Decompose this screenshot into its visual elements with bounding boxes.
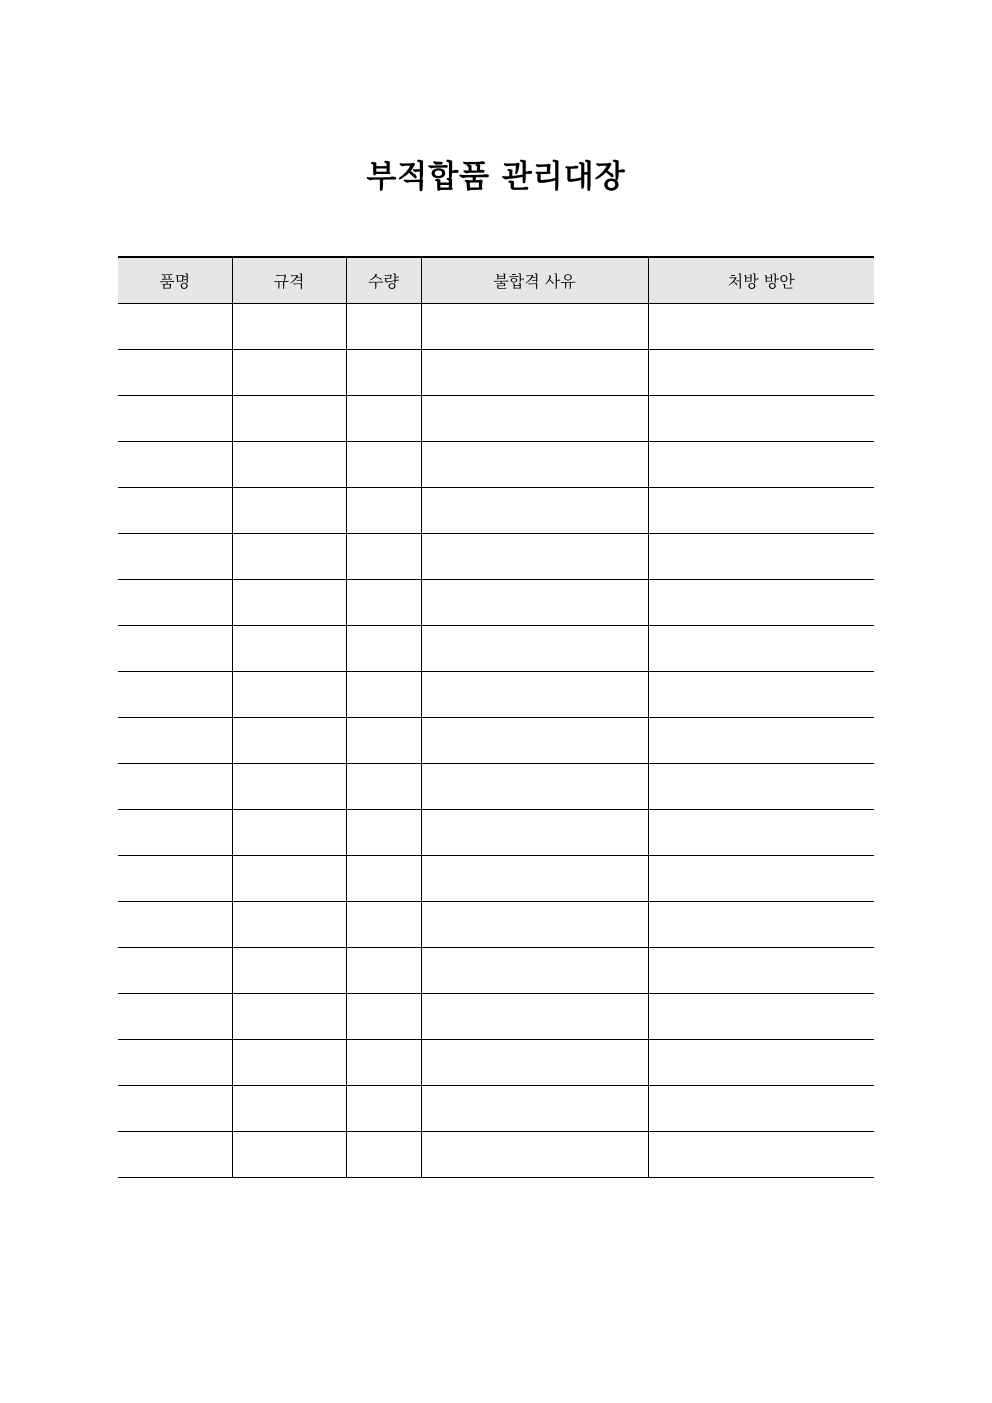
cell-quantity[interactable]: [346, 717, 421, 763]
table-row: [118, 993, 874, 1039]
cell-item-name[interactable]: [118, 1085, 232, 1131]
cell-specification[interactable]: [232, 349, 346, 395]
cell-quantity[interactable]: [346, 487, 421, 533]
cell-item-name[interactable]: [118, 533, 232, 579]
cell-rejection-reason[interactable]: [421, 441, 648, 487]
table-body: [118, 303, 874, 1177]
cell-rejection-reason[interactable]: [421, 533, 648, 579]
table-row: [118, 303, 874, 349]
cell-quantity[interactable]: [346, 579, 421, 625]
cell-specification[interactable]: [232, 395, 346, 441]
cell-specification[interactable]: [232, 947, 346, 993]
table-row: [118, 441, 874, 487]
cell-specification[interactable]: [232, 303, 346, 349]
nonconforming-ledger-table: [118, 256, 874, 1178]
cell-quantity[interactable]: [346, 1085, 421, 1131]
cell-specification[interactable]: [232, 579, 346, 625]
cell-specification[interactable]: [232, 625, 346, 671]
cell-item-name[interactable]: [118, 993, 232, 1039]
cell-rejection-reason[interactable]: [421, 717, 648, 763]
cell-rejection-reason[interactable]: [421, 993, 648, 1039]
cell-specification[interactable]: [232, 717, 346, 763]
cell-item-name[interactable]: [118, 671, 232, 717]
table-row: [118, 533, 874, 579]
cell-item-name[interactable]: [118, 717, 232, 763]
cell-corrective-action[interactable]: [648, 1085, 874, 1131]
cell-item-name[interactable]: [118, 487, 232, 533]
cell-item-name[interactable]: [118, 1039, 232, 1085]
cell-corrective-action[interactable]: [648, 809, 874, 855]
table-row: [118, 395, 874, 441]
cell-corrective-action[interactable]: [648, 349, 874, 395]
cell-corrective-action[interactable]: [648, 487, 874, 533]
cell-item-name[interactable]: [118, 579, 232, 625]
cell-quantity[interactable]: [346, 993, 421, 1039]
cell-quantity[interactable]: [346, 533, 421, 579]
header-corrective-action: 처방 방안: [648, 257, 874, 303]
cell-specification[interactable]: [232, 1131, 346, 1177]
table-row: [118, 579, 874, 625]
cell-specification[interactable]: [232, 901, 346, 947]
cell-corrective-action[interactable]: [648, 625, 874, 671]
cell-rejection-reason[interactable]: [421, 901, 648, 947]
cell-item-name[interactable]: [118, 763, 232, 809]
table-header-row: [118, 257, 874, 303]
cell-rejection-reason[interactable]: [421, 349, 648, 395]
cell-rejection-reason[interactable]: [421, 395, 648, 441]
cell-rejection-reason[interactable]: [421, 763, 648, 809]
cell-quantity[interactable]: [346, 1131, 421, 1177]
cell-item-name[interactable]: [118, 855, 232, 901]
cell-rejection-reason[interactable]: [421, 1131, 648, 1177]
cell-quantity[interactable]: [346, 1039, 421, 1085]
cell-quantity[interactable]: [346, 303, 421, 349]
cell-item-name[interactable]: [118, 901, 232, 947]
cell-rejection-reason[interactable]: [421, 671, 648, 717]
cell-item-name[interactable]: [118, 441, 232, 487]
cell-corrective-action[interactable]: [648, 395, 874, 441]
cell-specification[interactable]: [232, 671, 346, 717]
cell-quantity[interactable]: [346, 947, 421, 993]
cell-specification[interactable]: [232, 1085, 346, 1131]
cell-item-name[interactable]: [118, 809, 232, 855]
cell-specification[interactable]: [232, 487, 346, 533]
cell-rejection-reason[interactable]: [421, 809, 648, 855]
cell-item-name[interactable]: [118, 349, 232, 395]
header-quantity: 수량: [346, 257, 421, 303]
cell-rejection-reason[interactable]: [421, 1085, 648, 1131]
cell-quantity[interactable]: [346, 763, 421, 809]
cell-item-name[interactable]: [118, 303, 232, 349]
cell-corrective-action[interactable]: [648, 901, 874, 947]
header-item-name: 품명: [118, 257, 232, 303]
cell-specification[interactable]: [232, 441, 346, 487]
cell-item-name[interactable]: [118, 1131, 232, 1177]
cell-quantity[interactable]: [346, 671, 421, 717]
cell-corrective-action[interactable]: [648, 1131, 874, 1177]
table-row: [118, 349, 874, 395]
cell-corrective-action[interactable]: [648, 441, 874, 487]
cell-corrective-action[interactable]: [648, 579, 874, 625]
cell-specification[interactable]: [232, 763, 346, 809]
cell-corrective-action[interactable]: [648, 947, 874, 993]
cell-quantity[interactable]: [346, 395, 421, 441]
table-row: [118, 671, 874, 717]
cell-item-name[interactable]: [118, 625, 232, 671]
cell-rejection-reason[interactable]: [421, 1039, 648, 1085]
cell-specification[interactable]: [232, 1039, 346, 1085]
cell-specification[interactable]: [232, 809, 346, 855]
table-row: [118, 625, 874, 671]
cell-specification[interactable]: [232, 993, 346, 1039]
table-row: [118, 487, 874, 533]
table-row: [118, 1131, 874, 1177]
cell-corrective-action[interactable]: [648, 671, 874, 717]
page-title: 부적합품 관리대장: [366, 158, 626, 195]
cell-rejection-reason[interactable]: [421, 855, 648, 901]
cell-rejection-reason[interactable]: [421, 579, 648, 625]
table-row: [118, 901, 874, 947]
cell-corrective-action[interactable]: [648, 717, 874, 763]
cell-rejection-reason[interactable]: [421, 487, 648, 533]
cell-specification[interactable]: [232, 855, 346, 901]
table-row: [118, 1039, 874, 1085]
cell-item-name[interactable]: [118, 395, 232, 441]
cell-corrective-action[interactable]: [648, 303, 874, 349]
cell-quantity[interactable]: [346, 625, 421, 671]
cell-quantity[interactable]: [346, 901, 421, 947]
table-row: [118, 809, 874, 855]
table-row: [118, 947, 874, 993]
table-row: [118, 763, 874, 809]
cell-item-name[interactable]: [118, 947, 232, 993]
table-row: [118, 855, 874, 901]
table-row: [118, 1085, 874, 1131]
cell-specification[interactable]: [232, 533, 346, 579]
cell-corrective-action[interactable]: [648, 1039, 874, 1085]
cell-quantity[interactable]: [346, 349, 421, 395]
cell-quantity[interactable]: [346, 855, 421, 901]
cell-corrective-action[interactable]: [648, 993, 874, 1039]
cell-rejection-reason[interactable]: [421, 947, 648, 993]
cell-quantity[interactable]: [346, 809, 421, 855]
header-rejection-reason: 불합격 사유: [421, 257, 648, 303]
cell-rejection-reason[interactable]: [421, 625, 648, 671]
cell-corrective-action[interactable]: [648, 533, 874, 579]
table-row: [118, 717, 874, 763]
cell-corrective-action[interactable]: [648, 855, 874, 901]
cell-corrective-action[interactable]: [648, 763, 874, 809]
cell-quantity[interactable]: [346, 441, 421, 487]
header-specification: 규격: [232, 257, 346, 303]
cell-rejection-reason[interactable]: [421, 303, 648, 349]
